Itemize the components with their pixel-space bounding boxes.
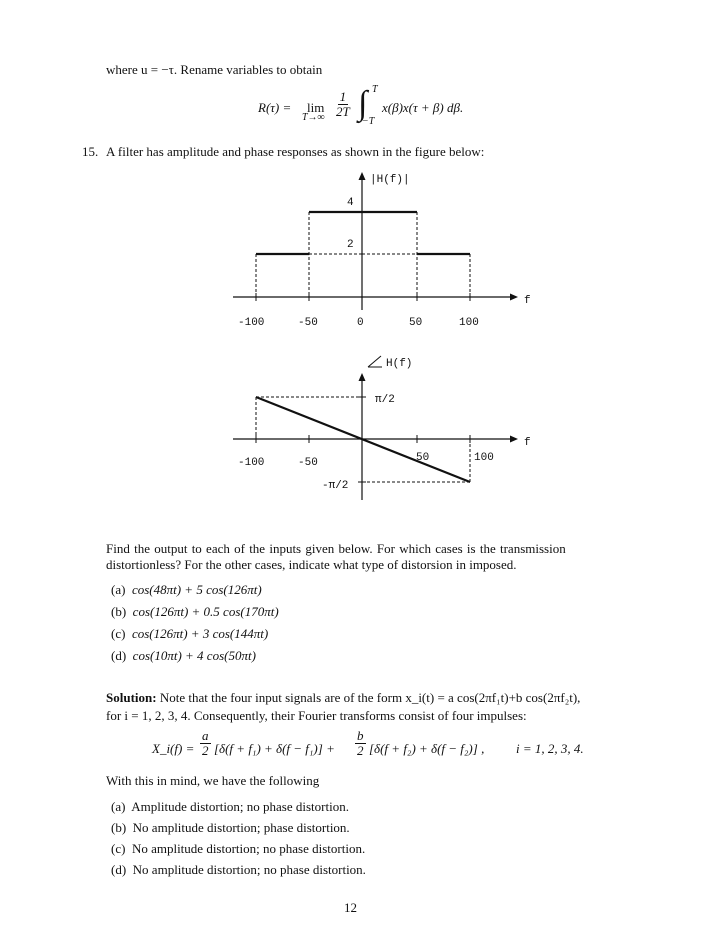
amp-ylabel-4: 4 (347, 197, 354, 209)
page-number: 12 (344, 900, 357, 915)
input-item (111, 582, 262, 598)
question-line-1: Find the output to each of the inputs given below. For which cases is the transmission (106, 541, 566, 556)
solution-line-3: With this in mind, we have the following (106, 773, 320, 788)
sol-eq-b: b (357, 728, 364, 743)
answer-item (111, 862, 366, 878)
amp-xlabel: f (524, 295, 531, 307)
integral-sign: ∫ (358, 85, 368, 122)
eq1-lim: lim (307, 100, 325, 115)
answer-item (111, 799, 349, 815)
input-item (111, 648, 256, 664)
amp-tick-label: -100 (238, 317, 265, 329)
sol-eq-frac-b (355, 729, 366, 758)
answer-text: No amplitude distortion; no phase distortion. (131, 841, 366, 856)
input-item (111, 604, 279, 620)
solution-line-1 (106, 690, 580, 706)
solution-line-2: for i = 1, 2, 3, 4. Consequently, their Fourier transforms consist of four impulses: (106, 708, 527, 723)
sol-eq-frac-a (200, 729, 211, 758)
answer-text: No amplitude distortion; phase distortion. (132, 820, 350, 835)
intro-line: where u = −τ. Rename variables to obtain (106, 62, 323, 77)
input-label: (b) (111, 604, 127, 619)
amp-title: |H(f)| (370, 174, 410, 186)
sol-eq-lhs: X_i(f) = (152, 741, 195, 756)
phase-ylabel-bottom: -π/2 (322, 480, 349, 492)
amp-ylabel-2: 2 (347, 239, 354, 251)
eq1-lim-sub: T→∞ (302, 112, 325, 123)
sol-eq-part1: [δ(f + f₁) + δ(f − f₁)] + (214, 741, 335, 756)
amp-tick-label: 50 (409, 317, 423, 329)
eq1-lhs: R(τ) = (258, 100, 292, 115)
answer-label: (a) (111, 799, 126, 814)
amp-tick-label: -50 (298, 317, 318, 329)
answer-text: Amplitude distortion; no phase distortion. (131, 799, 349, 814)
input-label: (c) (111, 626, 126, 641)
answer-label: (c) (111, 841, 126, 856)
input-expr: cos(126πt) + 0.5 cos(170πt) (132, 604, 279, 619)
phase-ylabel-top: π/2 (375, 394, 395, 406)
eq1-frac-den: 2T (336, 104, 350, 119)
sol-eq-cond: i = 1, 2, 3, 4. (516, 741, 584, 756)
answer-item (111, 820, 350, 836)
phase-y-arrow (359, 373, 366, 381)
eq1-int-upper: T (372, 84, 378, 95)
answer-text: No amplitude distortion; no phase distortion. (132, 862, 366, 877)
input-item (111, 626, 268, 642)
solution-text-1: Note that the four input signals are of the form x_i(t) = a cos(2πf₁t)+b cos(2πf₂t), (159, 690, 581, 705)
phase-tick-label: -50 (298, 457, 318, 469)
amp-tick-label: 100 (459, 317, 479, 329)
input-label: (d) (111, 648, 127, 663)
eq1-integrand: x(β)x(τ + β) dβ. (382, 100, 464, 115)
eq1-int-lower: −T (362, 116, 375, 127)
phase-tick-label: -100 (238, 457, 265, 469)
answer-item (111, 841, 365, 857)
phase-tick-label: 50 (416, 452, 430, 464)
eq1-frac-num: 1 (339, 89, 347, 104)
sol-eq-part2: [δ(f + f₂) + δ(f − f₂)] , (369, 741, 485, 756)
sol-eq-den: 2 (202, 743, 209, 758)
input-expr: cos(126πt) + 3 cos(144πt) (131, 626, 269, 641)
input-label: (a) (111, 582, 126, 597)
problem-number: 15. (82, 144, 99, 159)
question-line-2: distortionless? For the other cases, indicate what type of distorsion in imposed. (106, 557, 517, 572)
answer-label: (b) (111, 820, 127, 835)
input-expr: cos(10πt) + 4 cos(50πt) (132, 648, 256, 663)
solution-heading: Solution: (106, 690, 157, 705)
problem-text: A filter has amplitude and phase responses as shown in the figure below: (106, 144, 485, 159)
angle-icon (368, 356, 382, 367)
sol-eq-a: a (202, 728, 209, 743)
input-expr: cos(48πt) + 5 cos(126πt) (131, 582, 262, 597)
phase-tick-label: 100 (474, 452, 494, 464)
sol-eq-den: 2 (357, 743, 364, 758)
answer-label: (d) (111, 862, 127, 877)
phase-title: H(f) (386, 358, 413, 370)
amp-tick-label: 0 (357, 317, 364, 329)
phase-x-arrow (510, 436, 518, 443)
phase-xlabel: f (524, 437, 531, 449)
